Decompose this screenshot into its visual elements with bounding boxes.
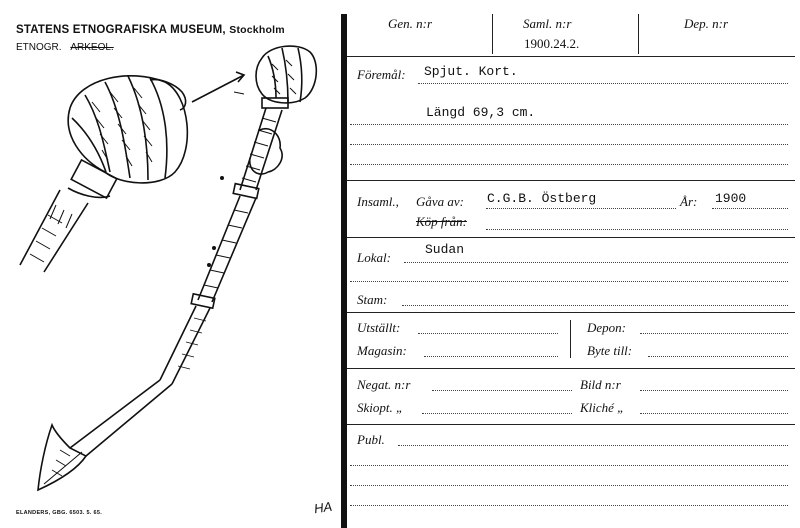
dotted-line: [350, 485, 788, 486]
gen-number-label: Gen. n:r: [388, 16, 433, 31]
separator: [347, 368, 795, 369]
dotted-line: [350, 164, 788, 165]
dotted-line: [402, 305, 788, 306]
spear-illustration: [0, 0, 345, 528]
dotted-line: [424, 356, 558, 357]
dotted-line: [418, 83, 788, 84]
image-number-label: Bild n:r: [580, 377, 621, 392]
gift-from-label: Gåva av:: [416, 194, 465, 209]
museum-city: Stockholm: [229, 24, 285, 36]
dotted-line: [432, 390, 572, 391]
saml-number-label: Saml. n:r: [523, 16, 572, 31]
dotted-line: [418, 333, 558, 334]
year-value: 1900: [715, 191, 747, 206]
dotted-line: [350, 281, 788, 282]
pommel-detail-drawing: [20, 76, 187, 272]
negative-number-label: Negat. n:r: [357, 377, 411, 392]
dotted-line: [398, 445, 788, 446]
department-archaeology-struck: ARKEOL.: [70, 42, 114, 53]
gift-from-value: C.G.B. Östberg: [487, 191, 597, 206]
dotted-line: [648, 356, 788, 357]
plate-label: Kliché „: [580, 400, 625, 415]
object-value: Spjut. Kort.: [424, 64, 518, 79]
purchase-from-label-struck: Köp från:: [416, 214, 467, 229]
deposited-label: Depon:: [587, 320, 626, 335]
dep-number-label: Dep. n:r: [684, 16, 729, 31]
storage-label: Magasin:: [357, 343, 407, 358]
dotted-line: [486, 229, 788, 230]
separator: [347, 237, 795, 238]
full-spear-drawing: [38, 46, 316, 490]
dotted-line: [350, 505, 788, 506]
separator: [570, 320, 571, 358]
object-label: Föremål:: [357, 67, 406, 82]
locality-value: Sudan: [425, 242, 465, 257]
handwritten-initials: HA: [313, 498, 334, 517]
separator: [347, 312, 795, 313]
dotted-line: [350, 465, 788, 466]
dotted-line: [350, 144, 788, 145]
card-left-border: [341, 14, 347, 528]
separator: [347, 56, 795, 57]
separator: [638, 14, 639, 54]
publication-label: Publ.: [357, 432, 385, 447]
dotted-line: [640, 333, 788, 334]
printer-mark: ELANDERS, GBG. 6503. 5. 65.: [16, 510, 103, 516]
saml-number-value: 1900.24.2.: [524, 36, 580, 51]
separator: [347, 424, 795, 425]
dotted-line: [422, 413, 572, 414]
museum-name: STATENS ETNOGRAFISKA MUSEUM,: [16, 24, 226, 36]
separator: [492, 14, 493, 54]
slide-label: Skiopt. „: [357, 400, 404, 415]
dotted-line: [404, 262, 788, 263]
dotted-line: [486, 208, 676, 209]
dotted-line: [712, 208, 788, 209]
separator: [347, 180, 795, 181]
year-label: År:: [680, 194, 698, 209]
dotted-line: [640, 413, 788, 414]
dotted-line: [350, 124, 788, 125]
dotted-line: [640, 390, 788, 391]
locality-label: Lokal:: [357, 250, 391, 265]
collection-label: Insaml.,: [357, 194, 399, 209]
department-ethnography: ETNOGR.: [16, 42, 62, 53]
tribe-label: Stam:: [357, 292, 388, 307]
exhibited-label: Utställt:: [357, 320, 401, 335]
exchange-label: Byte till:: [587, 343, 633, 358]
length-value: Längd 69,3 cm.: [426, 105, 536, 120]
